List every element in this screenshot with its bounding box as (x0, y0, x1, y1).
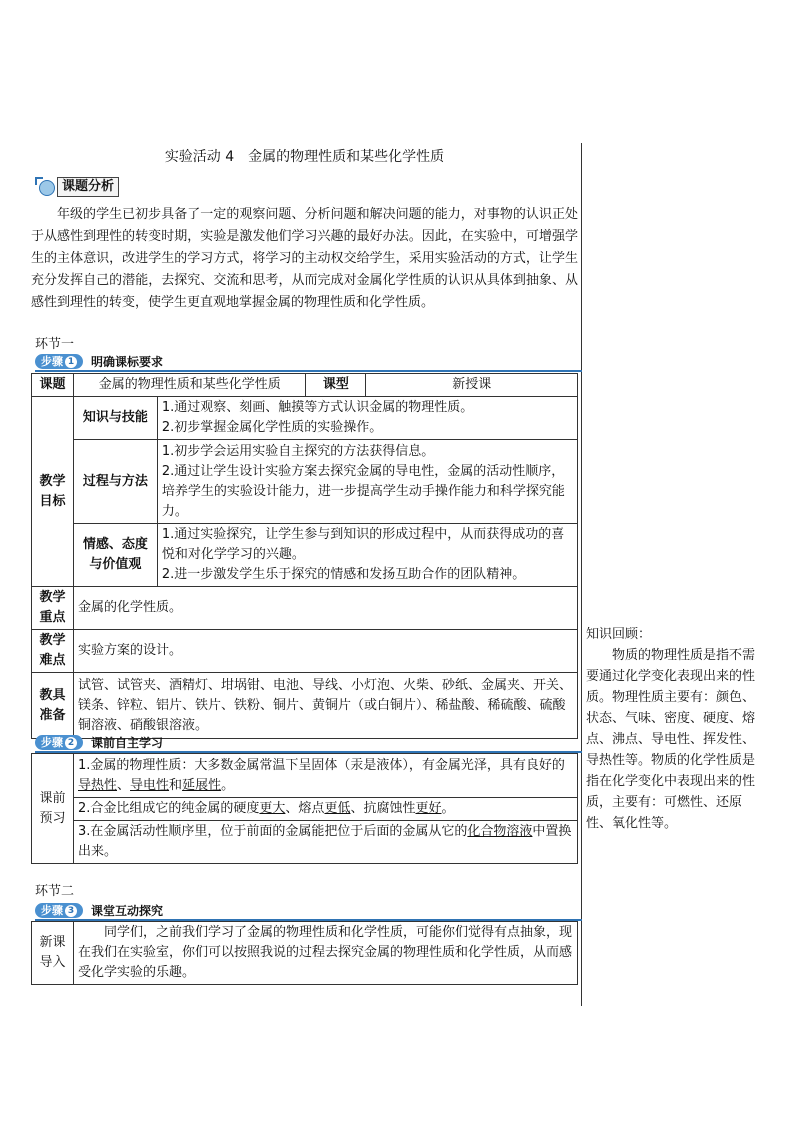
cell-key: 金属的化学性质。 (73, 587, 577, 630)
preview-table (31, 753, 578, 864)
sidebar-note (586, 624, 762, 834)
cell-goal1-label: 知识与技能 (73, 397, 157, 440)
cell-goal2-label: 过程与方法 (73, 440, 157, 524)
cell-topic: 金属的物理性质和某些化学性质 (73, 374, 306, 397)
goal-item: 1.通过实验探究，让学生参与到知识的形成过程中，从而获得成功的喜悦和对化学学习的兴趣。 (161, 527, 565, 562)
preview-item-2: 2.合金比组成它的纯金属的硬度更大、熔点更低、抗腐蚀性更好。 (74, 798, 578, 821)
cell-type-header: 课型 (306, 374, 366, 397)
sidebar-heading: 知识回顾： (586, 627, 652, 642)
step-bar-3 (35, 902, 582, 921)
cell-diff-header: 教学难点 (32, 630, 74, 673)
cell-key-header: 教学重点 (32, 587, 74, 630)
intro-table (31, 921, 578, 985)
cell-goal3 (157, 524, 577, 587)
section-badge-label: 课题分析 (57, 177, 119, 197)
intro-paragraph: 年级的学生已初步具备了一定的观察问题、分析问题和解决问题的能力，对事物的认识正处于从感性到理性的转变时期，实验是激发他们学习兴趣的最好办法。因此，在实验中，可增强学生的主体意识，改进学生的学习方式，将学习的主动权交给学生，采用实验活动的方式，让学生充分发挥自己的潜能，去探究、交流和思考，从而完成对金属化学性质的认识从具体到抽象、从感性到理性的转变，使学生更直观地掌握金属的物理性质和化学性质。 (31, 207, 578, 310)
sun-icon (35, 177, 57, 197)
goal-item: 1.通过观察、刻画、触摸等方式认识金属的物理性质。 (161, 400, 474, 415)
segment-label-1: 环节一 (35, 337, 75, 352)
preview-item-1: 1.金属的物理性质：大多数金属常温下呈固体（汞是液体），有金属光泽，具有良好的导热性、导电性和延展性。 (74, 754, 578, 798)
goal-item: 2.通过让学生设计实验方案去探究金属的导电性，金属的活动性顺序，培养学生的实验设计能力，进一步提高学生动手操作能力和科学探究能力。 (161, 463, 565, 519)
cell-goal1 (157, 397, 577, 440)
cell-goal-header: 教学目标 (32, 397, 74, 587)
section-badge (35, 177, 119, 197)
cell-intro-label: 新课导入 (32, 922, 74, 985)
step-label: 课前自主学习 (91, 736, 164, 750)
step-label: 明确课标要求 (91, 355, 164, 369)
step-pill: 步骤 1 (35, 354, 83, 369)
sidebar-text: 物质的物理性质是指不需要通过化学变化表现出来的性质。物理性质主要有：颜色、状态、气味、密度、硬度、熔点、沸点、导电性、挥发性、导热性等。物质的化学性质是指在化学变化中表现出来的性质，主要有：可燃性、还原性、氧化性等。 (586, 648, 756, 831)
step-pill: 步骤 3 (35, 903, 83, 918)
margin-divider (581, 143, 582, 1006)
segment-label-2: 环节二 (35, 884, 75, 899)
page-title: 实验活动 4 金属的物理性质和某些化学性质 (164, 149, 445, 165)
goal-item: 1.初步学会运用实验自主探究的方法获得信息。 (161, 443, 435, 459)
cell-tools-header: 教具准备 (32, 673, 74, 739)
cell-preview-label: 课前预习 (32, 754, 74, 864)
cell-type: 新授课 (366, 374, 578, 397)
preview-item-3: 3.在金属活动性顺序里，位于前面的金属能把位于后面的金属从它的化合物溶液中置换出来。 (74, 821, 578, 864)
cell-tools: 试管、试管夹、酒精灯、坩埚钳、电池、导线、小灯泡、火柴、砂纸、金属夹、开关、镁条、锌粒、铝片、铁片、铁粉、铜片、黄铜片（或白铜片）、稀盐酸、稀硫酸、硫酸铜溶液、硝酸银溶液。 (73, 673, 577, 739)
cell-goal2 (157, 440, 577, 524)
cell-goal3-label: 情感、态度与价值观 (73, 524, 157, 587)
step-bar-2 (35, 734, 582, 753)
step-label: 课堂互动探究 (91, 904, 164, 918)
cell-intro-text: 同学们，之前我们学习了金属的物理性质和化学性质，可能你们觉得有点抽象，现在我们在实验室，你们可以按照我说的过程去探究金属的物理性质和化学性质，从而感受化学实验的乐趣。 (74, 922, 578, 985)
cell-diff: 实验方案的设计。 (73, 630, 577, 673)
step-pill: 步骤 2 (35, 735, 83, 750)
cell-topic-header: 课题 (32, 374, 74, 397)
step-bar-1 (35, 353, 582, 372)
standards-table (31, 373, 578, 739)
goal-item: 2.进一步激发学生乐于探究的情感和发扬互助合作的团队精神。 (161, 567, 526, 582)
goal-item: 2.初步掌握金属化学性质的实验操作。 (161, 420, 383, 435)
